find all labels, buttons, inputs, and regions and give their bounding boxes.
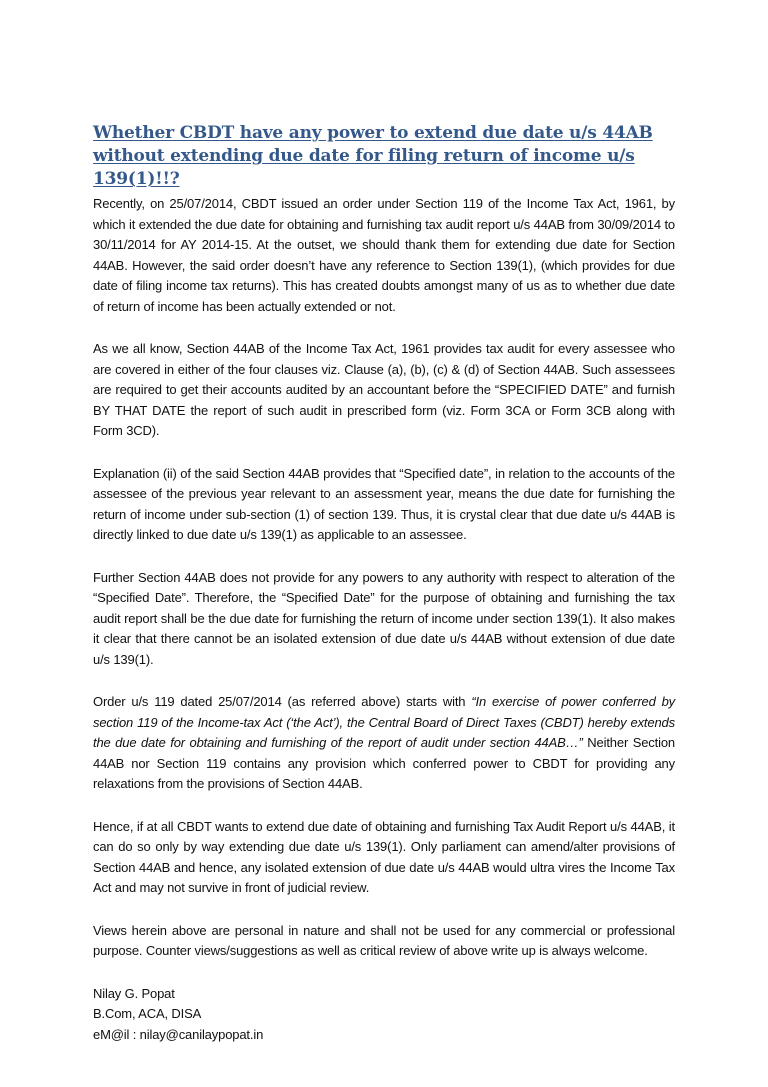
paragraph-5-rest: Neither Section 44AB nor Section 119 contains any provision which conferred power to CBDT for providing any relaxations from the provisions of Section 44AB. [93, 735, 676, 791]
paragraph-3: Explanation (ii) of the said Section 44AB provides that “Specified date”, in relation to the accounts of the assessee of the previous year relevant to an assessment year, means the due date for furnishing the return of income under sub-section (1) of section 139. Thus, it is crystal clear that due date u/s 44AB is directly linked to due date u/s 139(1) as applicable to an assessee. [93, 465, 675, 542]
paragraph-5 [93, 692, 675, 795]
author-name: Nilay G. Popat [93, 985, 175, 1001]
paragraph-2: As we all know, Section 44AB of the Income Tax Act, 1961 provides tax audit for every assessee who are covered in either of the four clauses viz. Clause (a), (b), (c) & (d) of Section 44AB. Such assessees are required to get their accounts audited by an accountant before the “SPECIFIED DATE” and furnish BY THAT DATE the report of such audit in prescribed form (viz. Form 3CA or Form 3CB along with Form 3CD). [93, 341, 675, 438]
paragraph-1: Recently, on 25/07/2014, CBDT issued an order under Section 119 of the Income Tax Act, 1961, by which it extended the due date for obtaining and furnishing tax audit report u/s 44AB from 30/09/2014 to 30/11/2014 for AY 2014-15. At the outset, we should thank them for extending due date for Section 44AB. However, the said order doesn’t have any reference to Section 139(1), (which provides for due date of filing income tax returns). This has created doubts amongst many of us as to whether due date of return of income has been actually extended or not. [93, 196, 675, 314]
document-page [93, 122, 675, 1045]
paragraph-7: Views herein above are personal in nature and shall not be used for any commercial or professional purpose. Counter views/suggestions as well as critical review of above write up is always welcome. [93, 922, 675, 958]
signature-block [93, 984, 675, 1046]
author-qualifications: B.Com, ACA, DISA [93, 1006, 202, 1021]
paragraph-4: Further Section 44AB does not provide for any powers to any authority with respect to alteration of the “Specified Date”. Therefore, the “Specified Date” for the purpose of obtaining and furnishing the tax audit report shall be the due date for furnishing the return of income under section 139(1). It also makes it clear that there cannot be an isolated extension of due date u/s 44AB without extension of due date u/s 139(1). [93, 569, 675, 667]
paragraph-5-intro: Order u/s 119 dated 25/07/2014 (as referred above) starts with [93, 694, 472, 709]
paragraph-6: Hence, if at all CBDT wants to extend due date of obtaining and furnishing Tax Audit Report u/s 44AB, it can do so only by way extending due date u/s 139(1). Only parliament can amend/alter provisions of Section 44AB and hence, any isolated extension of due date u/s 44AB would ultra vires the Income Tax Act and may not survive in front of judicial review. [93, 818, 675, 895]
order-quote: “In exercise of power conferred by section 119 of the Income-tax Act (‘the Act’), the Central Board of Direct Taxes (CBDT) hereby extends the due date for obtaining and furnishing of the report of audit under section 44AB…” [93, 694, 676, 750]
author-email: eM@il : nilay@canilaypopat.in [93, 1026, 264, 1042]
article-title: Whether CBDT have any power to extend due date u/s 44AB without extending due date for filing return of income u/s 139(1)!!? [93, 123, 653, 189]
